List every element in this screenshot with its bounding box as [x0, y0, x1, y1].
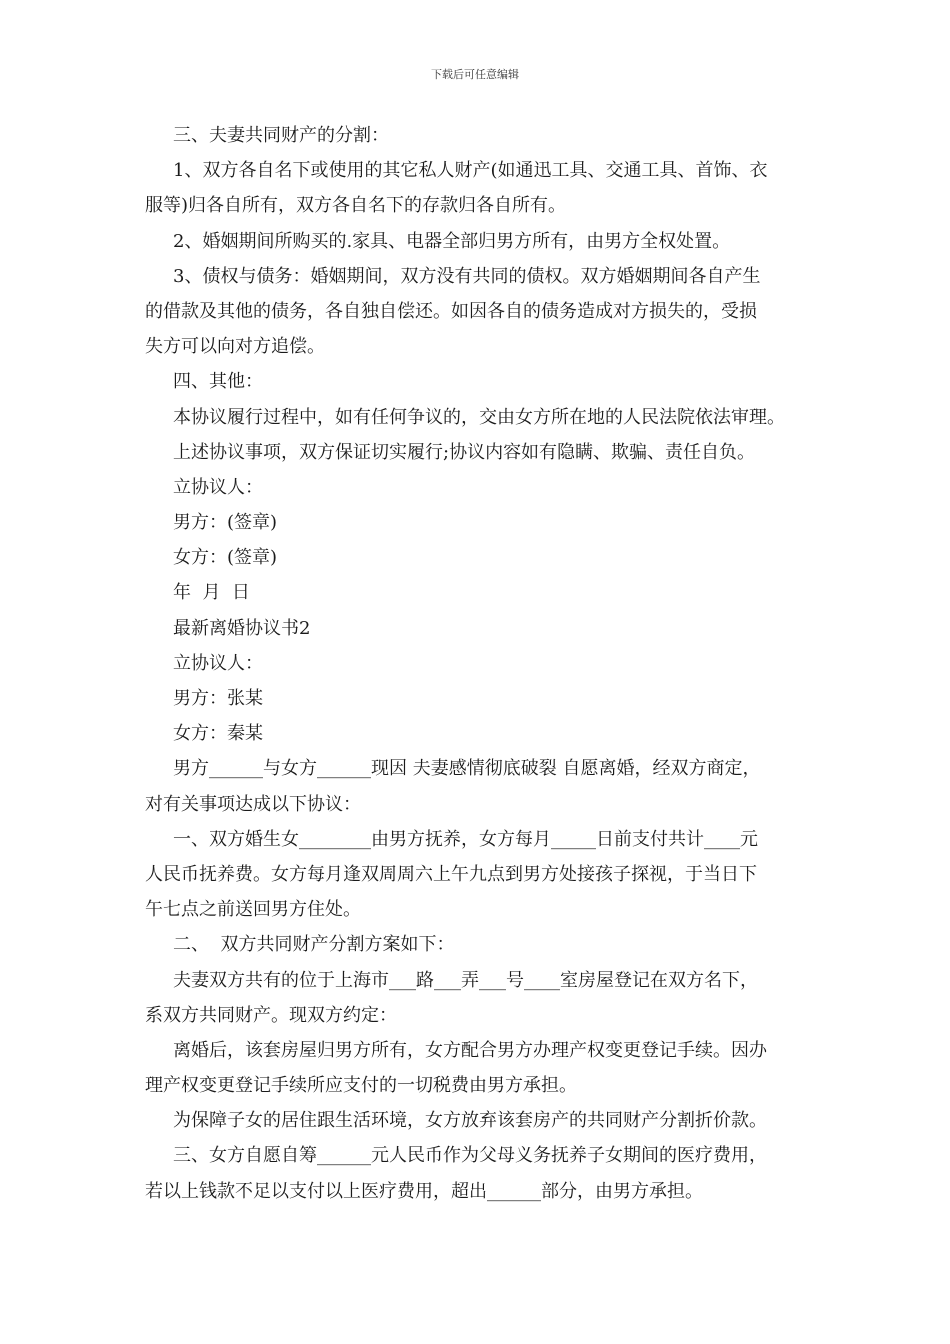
text-line: 本协议履行过程中，如有任何争议的，交由女方所在地的人民法院依法审理。 [173, 406, 785, 428]
text-line: 男方：(签章) [173, 512, 278, 534]
text-line: 四、其他： [173, 371, 263, 393]
text-line: 最新离婚协议书2 [173, 617, 311, 639]
text-line: 一、双方婚生女________由男方抚养，女方每月_____日前支付共计____元 [173, 828, 758, 850]
text-line: 三、夫妻共同财产的分割： [173, 125, 389, 146]
text-line: 立协议人： [173, 652, 263, 674]
text-line: 三、女方自愿自筹______元人民币作为父母义务抚养子女期间的医疗费用， [173, 1145, 767, 1167]
text-line: 为保障子女的居住跟生活环境，女方放弃该套房产的共同财产分割折价款。 [173, 1110, 767, 1132]
text-line: 1、双方各自名下或使用的其它私人财产(如通迅工具、交通工具、首饰、衣 [173, 160, 768, 182]
text-line: 2、婚姻期间所购买的.家具、电器全部归男方所有，由男方全权处置。 [173, 230, 731, 252]
text-line: 对有关事项达成以下协议： [145, 793, 361, 815]
text-line: 人民币抚养费。女方每月逢双周周六上午九点到男方处接孩子探视，于当日下 [145, 863, 757, 885]
document-body [145, 118, 835, 1209]
text-line: 男方：张某 [173, 688, 263, 709]
text-line: 女方：(签章) [173, 547, 278, 569]
text-line: 若以上钱款不足以支付以上医疗费用，超出______部分，由男方承担。 [145, 1180, 703, 1202]
text-line: 二、 双方共同财产分割方案如下： [173, 934, 455, 956]
text-line: 理产权变更登记手续所应支付的一切税费由男方承担。 [145, 1075, 577, 1097]
text-line: 的借款及其他的债务，各自独自偿还。如因各自的债务造成对方损失的，受损 [145, 300, 757, 322]
text-line: 男方______与女方______现因 夫妻感情彻底破裂 自愿离婚，经双方商定， [173, 758, 761, 780]
text-line: 失方可以向对方追偿。 [145, 336, 325, 358]
page-header-note: 下载后可任意编辑 [431, 68, 519, 81]
text-line: 夫妻双方共有的位于上海市___路___弄___号____室房屋登记在双方名下， [173, 969, 758, 991]
text-line: 女方：秦某 [173, 723, 263, 745]
text-line: 3、债权与债务：婚姻期间，双方没有共同的债权。双方婚姻期间各自产生 [173, 265, 761, 287]
text-line: 午七点之前送回男方住处。 [145, 899, 361, 921]
text-line: 年 月 日 [173, 582, 250, 604]
text-line: 系双方共同财产。现双方约定： [145, 1004, 397, 1026]
text-line: 服等)归各自所有，双方各自名下的存款归各自所有。 [145, 195, 567, 217]
text-line: 离婚后，该套房屋归男方所有，女方配合男方办理产权变更登记手续。因办 [173, 1039, 767, 1061]
text-line: 立协议人： [173, 476, 263, 498]
text-line: 上述协议事项，双方保证切实履行;协议内容如有隐瞒、欺骗、责任自负。 [173, 441, 756, 463]
